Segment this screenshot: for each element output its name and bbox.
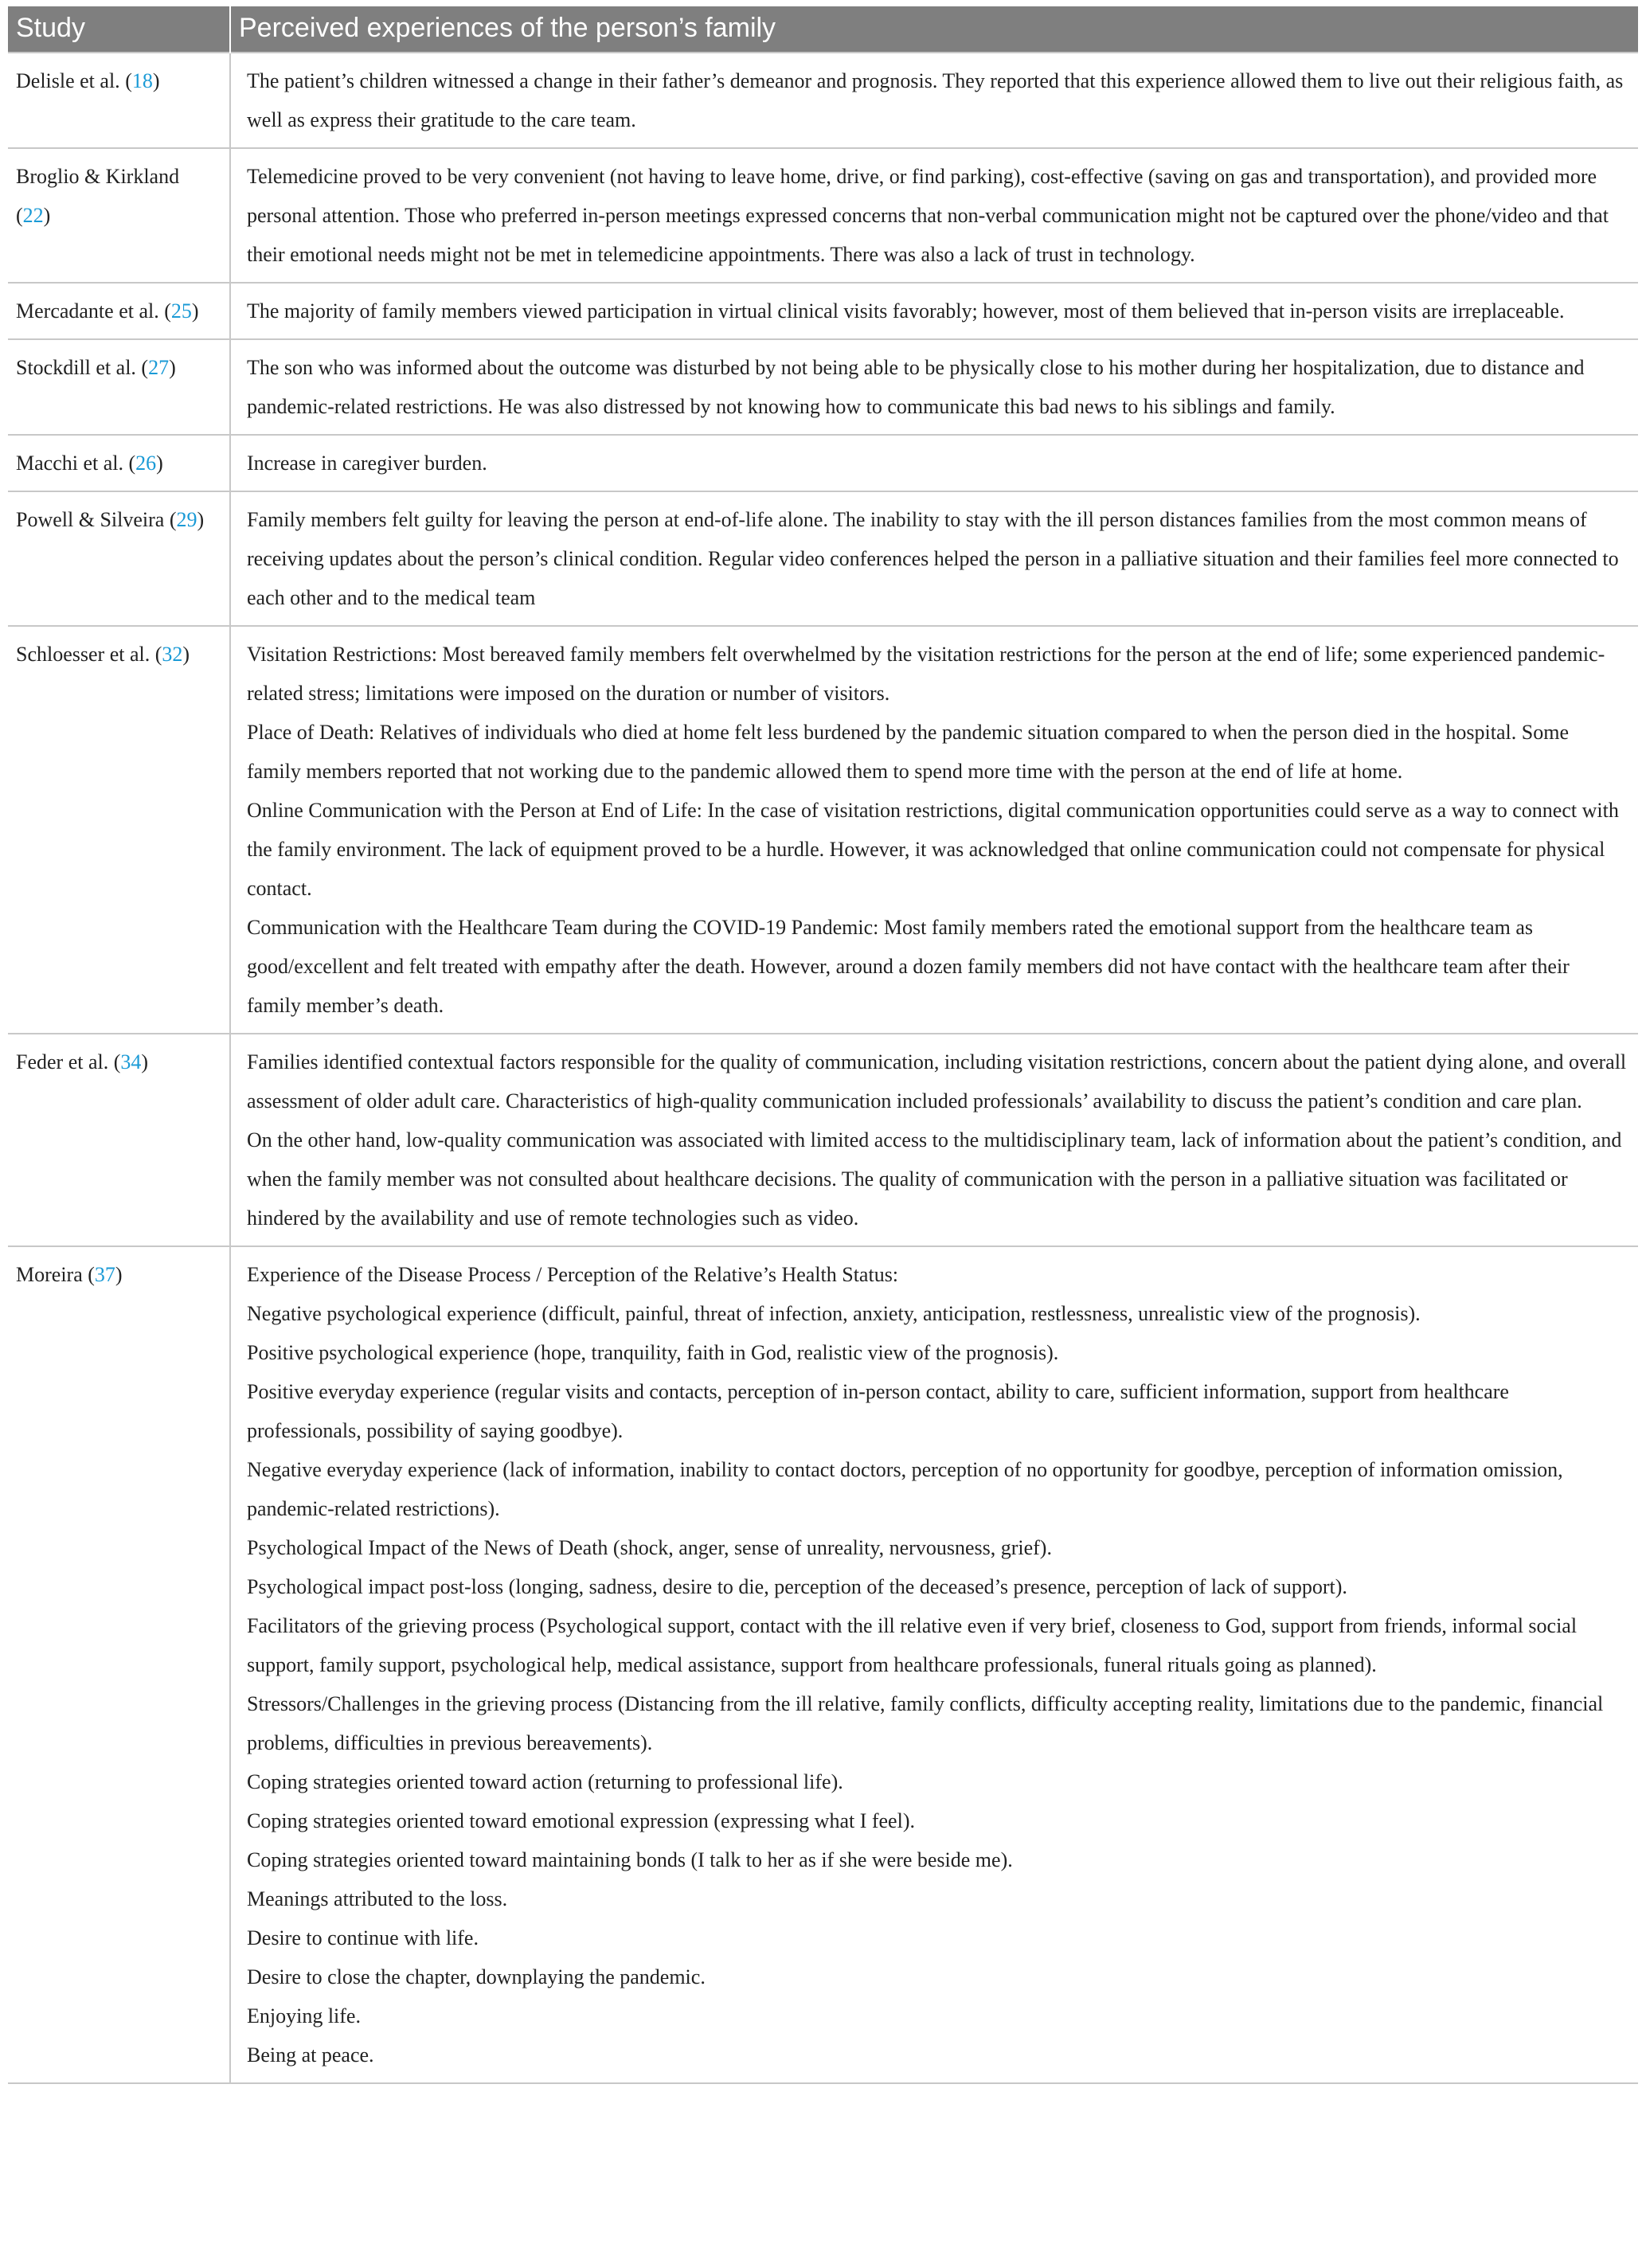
experience-paragraph: Enjoying life. (247, 2004, 361, 2028)
experience-cell (230, 283, 1638, 339)
experience-cell (230, 53, 1638, 148)
experience-paragraph: Positive everyday experience (regular visits and contacts, perception of in-person contact, ability to care, sufficient information, support from healthcare professionals, possibility of saying goodbye). (247, 1380, 1509, 1442)
study-cell: Delisle et al. (18) (8, 53, 230, 148)
study-name: Feder et al. (16, 1050, 109, 1073)
study-name: Schloesser et al. (16, 643, 151, 666)
experience-paragraph: Online Communication with the Person at End of Life: In the case of visitation restrictions, digital communication opportunities could serve as a way to connect with the family environment. The lack of equipment proved to be a hurdle. However, it was acknowledged that online communication could not compensate for physical contact. (247, 799, 1619, 900)
family-experiences-table (8, 6, 1638, 2084)
experience-paragraph: Psychological Impact of the News of Death (shock, anger, sense of unreality, nervousness, grief). (247, 1536, 1052, 1559)
experience-paragraph: The son who was informed about the outcome was disturbed by not being able to be physically close to his mother during her hospitalization, due to distance and pandemic-related restrictions. He was also distressed by not knowing how to communicate this bad news to his siblings and family. (247, 356, 1585, 418)
study-cell: Schloesser et al. (32) (8, 626, 230, 1034)
experience-paragraph: Telemedicine proved to be very convenient (not having to leave home, drive, or find parking), cost-effective (saving on gas and transportation), and provided more personal attention. Those who preferred in-person meetings expressed concerns that non-verbal communication might not be captured over the phone/video and that their emotional needs might not be met in telemedicine appointments. There was also a lack of trust in technology. (247, 165, 1609, 266)
experience-cell (230, 435, 1638, 491)
experience-cell (230, 1034, 1638, 1246)
reference-link[interactable]: 34 (120, 1050, 142, 1073)
study-name: Delisle et al. (16, 69, 120, 92)
experience-cell (230, 491, 1638, 626)
experience-paragraph: Stressors/Challenges in the grieving process (Distancing from the ill relative, family conflicts, difficulty accepting reality, limitations due to the pandemic, financial problems, difficulties in previous bereavements). (247, 1692, 1604, 1754)
reference-link[interactable]: 26 (135, 452, 157, 475)
table-row (8, 53, 1638, 148)
table-row (8, 435, 1638, 491)
experience-paragraph: Meanings attributed to the loss. (247, 1887, 508, 1910)
table-row (8, 148, 1638, 283)
study-name: Macchi et al. (16, 452, 123, 475)
experience-paragraph: Facilitators of the grieving process (Psychological support, contact with the ill relative even if very brief, closeness to God, support from friends, informal social support, family support, psychological help, medical assistance, support from healthcare professionals, funeral rituals going as planned). (247, 1614, 1578, 1676)
experience-paragraph: Communication with the Healthcare Team during the COVID-19 Pandemic: Most family members rated the emotional support from the healthcare team as good/excellent and felt treated with empathy after the death. However, around a dozen family members did not have contact with the healthcare team after their family member’s death. (247, 916, 1570, 1017)
experience-paragraph: The patient’s children witnessed a change in their father’s demeanor and prognosis. They reported that this experience allowed them to live out their religious faith, as well as express their gratitude to the care team. (247, 69, 1624, 131)
experience-paragraph: Desire to continue with life. (247, 1926, 479, 1949)
reference-link[interactable]: 37 (94, 1263, 115, 1286)
experience-paragraph: Psychological impact post-loss (longing, sadness, desire to die, perception of the deceased’s presence, perception of lack of support). (247, 1575, 1347, 1598)
reference-link[interactable]: 22 (22, 204, 44, 227)
experience-paragraph: Families identified contextual factors responsible for the quality of communication, including visitation restrictions, concern about the patient dying alone, and overall assessment of older adult care. Characteristics of high-quality communication included professionals’ availability to discuss the patient’s condition and care plan. (247, 1050, 1627, 1112)
table-row (8, 283, 1638, 339)
study-cell: Stockdill et al. (27) (8, 339, 230, 435)
table-row (8, 626, 1638, 1034)
experience-paragraph: Increase in caregiver burden. (247, 452, 487, 475)
table-row (8, 1034, 1638, 1246)
reference-link[interactable]: 18 (131, 69, 153, 92)
study-cell: Powell & Silveira (29) (8, 491, 230, 626)
reference-link[interactable]: 32 (162, 643, 183, 666)
table-row (8, 491, 1638, 626)
reference-link[interactable]: 27 (148, 356, 170, 379)
experience-paragraph: Coping strategies oriented toward action (returning to professional life). (247, 1770, 843, 1793)
experience-paragraph: Coping strategies oriented toward maintaining bonds (I talk to her as if she were beside me). (247, 1848, 1013, 1871)
table-body (8, 53, 1638, 2083)
experience-paragraph: Visitation Restrictions: Most bereaved family members felt overwhelmed by the visitation restrictions for the person at the end of life; some experienced pandemic-related stress; limitations were imposed on the duration or number of visitors. (247, 643, 1605, 705)
study-cell: Macchi et al. (26) (8, 435, 230, 491)
experience-paragraph: The majority of family members viewed participation in virtual clinical visits favorably; however, most of them believed that in-person visits are irreplaceable. (247, 299, 1565, 323)
experience-paragraph: Being at peace. (247, 2043, 374, 2067)
experience-paragraph: Experience of the Disease Process / Perception of the Relative’s Health Status: (247, 1263, 899, 1286)
table-row (8, 1246, 1638, 2083)
reference-link[interactable]: 29 (176, 508, 197, 531)
study-cell: Feder et al. (34) (8, 1034, 230, 1246)
experience-cell (230, 148, 1638, 283)
experience-paragraph: Positive psychological experience (hope, tranquility, faith in God, realistic view of the prognosis). (247, 1341, 1059, 1364)
experience-paragraph: Desire to close the chapter, downplaying the pandemic. (247, 1965, 706, 1988)
study-name: Broglio & Kirkland (16, 165, 180, 188)
reference-link[interactable]: 25 (170, 299, 192, 323)
experience-paragraph: Negative everyday experience (lack of information, inability to contact doctors, perception of no opportunity for goodbye, perception of information omission, pandemic-related restrictions). (247, 1458, 1563, 1520)
experience-paragraph: On the other hand, low-quality communication was associated with limited access to the multidisciplinary team, lack of information about the patient’s condition, and when the family member was not consulted about healthcare decisions. The quality of communication with the person in a palliative situation was facilitated or hindered by the availability and use of remote technologies such as video. (247, 1128, 1622, 1230)
experience-paragraph: Negative psychological experience (difficult, painful, threat of infection, anxiety, anticipation, restlessness, unrealistic view of the prognosis). (247, 1302, 1421, 1325)
experience-paragraph: Place of Death: Relatives of individuals who died at home felt less burdened by the pandemic situation compared to when the person died in the hospital. Some family members reported that not working due to the pandemic allowed them to spend more time with the person at the end of life at home. (247, 721, 1569, 783)
study-name: Stockdill et al. (16, 356, 136, 379)
experience-cell (230, 626, 1638, 1034)
table-row (8, 339, 1638, 435)
study-cell: Broglio & Kirkland (22) (8, 148, 230, 283)
experience-paragraph: Coping strategies oriented toward emotional expression (expressing what I feel). (247, 1809, 915, 1832)
header-study: Study (8, 6, 230, 53)
experience-cell (230, 1246, 1638, 2083)
study-name: Powell & Silveira (16, 508, 165, 531)
experience-cell (230, 339, 1638, 435)
study-name: Mercadante et al. (16, 299, 159, 323)
header-experiences: Perceived experiences of the person’s family (230, 6, 1638, 53)
study-name: Moreira (16, 1263, 83, 1286)
experience-paragraph: Family members felt guilty for leaving the person at end-of-life alone. The inability to stay with the ill person distances families from the most common means of receiving updates about the person’s clinical condition. Regular video conferences helped the person in a palliative situation and their families feel more connected to each other and to the medical team (247, 508, 1619, 609)
study-cell: Mercadante et al. (25) (8, 283, 230, 339)
study-cell: Moreira (37) (8, 1246, 230, 2083)
header-row (8, 6, 1638, 53)
